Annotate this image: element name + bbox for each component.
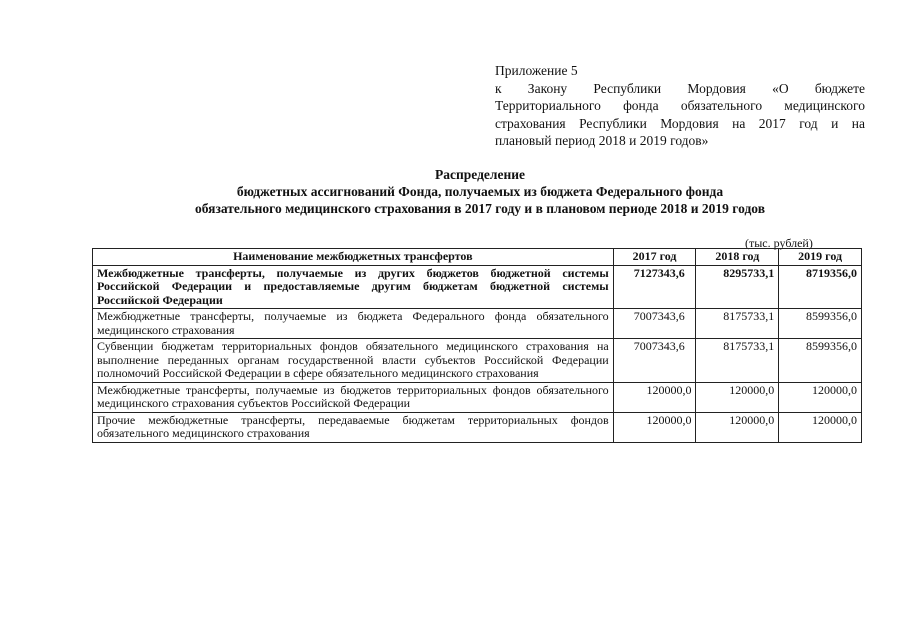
annex-line: страхования Республики Мордовия на 2017 год и на: [495, 115, 865, 131]
units-label: (тыс. рублей): [745, 236, 813, 250]
annex-line: Приложение 5: [495, 63, 578, 78]
table-row: [93, 412, 862, 442]
value-2017: 7007343,6: [613, 339, 696, 383]
header-2017: 2017 год: [613, 249, 696, 266]
value-2018: 120000,0: [696, 412, 779, 442]
document-title: [120, 166, 840, 217]
table-row: [93, 382, 862, 412]
value-2018: 8295733,1: [696, 265, 779, 309]
annex-line: Территориального фонда обязательного медицинского: [495, 98, 865, 113]
row-name: Межбюджетные трансферты, получаемые из бюджета Федерального фонда обязательного медицинского страхования: [93, 309, 614, 339]
value-2018: 120000,0: [696, 382, 779, 412]
value-2017: 120000,0: [613, 382, 696, 412]
value-2017: 120000,0: [613, 412, 696, 442]
table-row: [93, 265, 862, 309]
row-name: Межбюджетные трансферты, получаемые из бюджетов территориальных фондов обязательного медицинского страхования субъектов Российской Федерации: [93, 382, 614, 412]
value-2018: 8175733,1: [696, 309, 779, 339]
table-row: [93, 309, 862, 339]
title-line-1: Распределение: [434, 167, 526, 182]
header-2019: 2019 год: [779, 249, 862, 266]
row-name: Прочие межбюджетные трансферты, передаваемые бюджетам территориальных фондов обязательного медицинского страхования: [93, 412, 614, 442]
transfers-table: [92, 248, 862, 443]
header-2018: 2018 год: [696, 249, 779, 266]
row-name: Субвенции бюджетам территориальных фондов обязательного медицинского страхования на выполнение переданных органам государственной власти субъектов Российской Федерации полномочий Российской Федерации в сфере обязательного медицинского страхования: [93, 339, 614, 383]
annex-line: плановый период 2018 и 2019 годов»: [495, 133, 709, 148]
value-2019: 8599356,0: [779, 339, 862, 383]
value-2019: 120000,0: [779, 412, 862, 442]
annex-line: к Закону Республики Мордовия «О бюджете: [495, 80, 865, 96]
value-2019: 8599356,0: [779, 309, 862, 339]
row-name: Межбюджетные трансферты, получаемые из других бюджетов бюджетной системы Российской Федерации и предоставляемые другим бюджетам бюджетной системы Российской Федерации: [93, 265, 614, 309]
value-2019: 8719356,0: [779, 265, 862, 309]
header-name: Наименование межбюджетных трансфертов: [93, 249, 614, 266]
value-2017: 7007343,6: [613, 309, 696, 339]
table-row: [93, 339, 862, 383]
value-2018: 8175733,1: [696, 339, 779, 383]
title-line-2: бюджетных ассигнований Фонда, получаемых из бюджета Федерального фонда: [236, 184, 724, 199]
value-2019: 120000,0: [779, 382, 862, 412]
title-line-3: обязательного медицинского страхования в 2017 году и в плановом периоде 2018 и 2019 годов: [195, 201, 765, 216]
table-header-row: [93, 249, 862, 266]
value-2017: 7127343,6: [613, 265, 696, 309]
annex-block: [495, 62, 865, 150]
